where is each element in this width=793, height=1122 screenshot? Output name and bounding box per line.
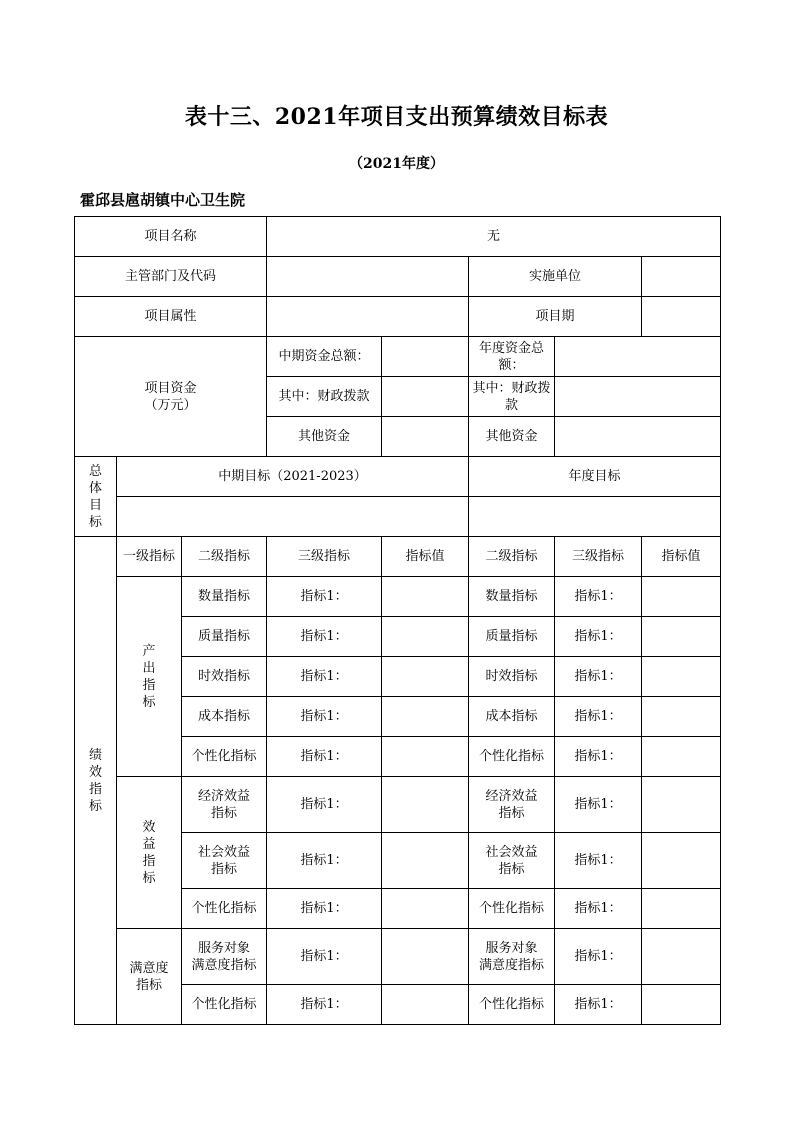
level3-cell[interactable]: 指标1： [267,617,382,657]
level2-header-mid: 二级指标 [182,537,267,577]
level3-cell[interactable]: 指标1： [267,889,382,929]
annual-goal-value[interactable] [469,497,721,537]
value-cell[interactable] [382,697,469,737]
level2-cell: 个性化指标 [469,889,555,929]
mid-fiscal-value[interactable] [382,377,469,417]
level2-cell: 服务对象 满意度指标 [182,929,267,985]
satisfaction-group-label: 满意度 指标 [117,929,182,1025]
mid-total-value[interactable] [382,337,469,377]
dept-value[interactable] [267,257,469,297]
level3-cell[interactable]: 指标1： [267,777,382,833]
value-cell[interactable] [382,617,469,657]
level2-cell: 经济效益 指标 [469,777,555,833]
dept-label: 主管部门及代码 [75,257,267,297]
annual-total-value[interactable] [555,337,721,377]
level2-cell: 社会效益 指标 [469,833,555,889]
project-period-label: 项目期 [469,297,642,337]
level2-cell: 数量指标 [469,577,555,617]
value-cell[interactable] [642,617,721,657]
table-row [75,777,721,833]
mid-other-value[interactable] [382,417,469,457]
level1-header: 一级指标 [117,537,182,577]
level2-cell: 社会效益 指标 [182,833,267,889]
level2-cell: 个性化指标 [182,737,267,777]
value-cell[interactable] [642,737,721,777]
table-row [75,929,721,985]
level2-cell: 质量指标 [182,617,267,657]
attr-row [75,297,721,337]
output-group-label: 产 出 指 标 [117,577,182,777]
project-attr-label: 项目属性 [75,297,267,337]
overall-goal-value-row [75,497,721,537]
level2-cell: 经济效益 指标 [182,777,267,833]
perf-header-row [75,537,721,577]
level2-cell: 个性化指标 [182,889,267,929]
level2-cell: 时效指标 [182,657,267,697]
mid-other-label: 其他资金 [267,417,382,457]
level3-cell[interactable]: 指标1： [267,833,382,889]
level2-cell: 时效指标 [469,657,555,697]
level2-cell: 成本指标 [182,697,267,737]
impl-unit-label: 实施单位 [469,257,642,297]
level3-cell[interactable]: 指标1： [555,737,642,777]
value-cell[interactable] [382,929,469,985]
project-attr-value[interactable] [267,297,469,337]
level3-cell[interactable]: 指标1： [555,833,642,889]
funds-label: 项目资金 （万元） [75,337,267,457]
table-row [75,577,721,617]
level2-cell: 个性化指标 [182,985,267,1025]
overall-goal-header-row [75,457,721,497]
level3-cell[interactable]: 指标1： [555,697,642,737]
level2-cell: 成本指标 [469,697,555,737]
level3-header-annual: 三级指标 [555,537,642,577]
level3-cell[interactable]: 指标1： [555,929,642,985]
value-cell[interactable] [382,657,469,697]
level3-cell[interactable]: 指标1： [267,929,382,985]
value-cell[interactable] [642,657,721,697]
funds-row-1 [75,337,721,377]
mid-fiscal-label: 其中：财政拨款 [267,377,382,417]
level2-cell: 质量指标 [469,617,555,657]
unit-name: 霍邱县扈胡镇中心卫生院 [80,191,246,209]
value-cell[interactable] [642,777,721,833]
project-name-value[interactable]: 无 [267,217,721,257]
value-cell[interactable] [642,889,721,929]
level2-cell: 个性化指标 [469,985,555,1025]
value-cell[interactable] [382,985,469,1025]
value-cell[interactable] [642,985,721,1025]
value-cell[interactable] [382,577,469,617]
page-title: 表十三、2021年项目支出预算绩效目标表 [184,104,609,130]
value-cell[interactable] [382,833,469,889]
mid-goal-value[interactable] [117,497,469,537]
level3-cell[interactable]: 指标1： [555,985,642,1025]
annual-goal-label: 年度目标 [469,457,721,497]
level3-header-mid: 三级指标 [267,537,382,577]
value-header-annual: 指标值 [642,537,721,577]
value-header-mid: 指标值 [382,537,469,577]
level3-cell[interactable]: 指标1： [267,577,382,617]
value-cell[interactable] [382,889,469,929]
dept-row [75,257,721,297]
benefit-group-label: 效 益 指 标 [117,777,182,929]
level3-cell[interactable]: 指标1： [555,577,642,617]
level2-cell: 数量指标 [182,577,267,617]
value-cell[interactable] [642,833,721,889]
level3-cell[interactable]: 指标1： [267,737,382,777]
level3-cell[interactable]: 指标1： [555,657,642,697]
level3-cell[interactable]: 指标1： [267,985,382,1025]
page-subtitle: （2021年度） [349,156,444,172]
value-cell[interactable] [642,577,721,617]
value-cell[interactable] [642,929,721,985]
level3-cell[interactable]: 指标1： [555,617,642,657]
annual-fiscal-value[interactable] [555,377,721,417]
annual-total-label: 年度资金总额： [469,337,555,377]
annual-fiscal-label: 其中：财政拨款 [469,377,555,417]
value-cell[interactable] [382,737,469,777]
overall-goal-label: 总 体 目 标 [75,457,117,537]
annual-other-label: 其他资金 [469,417,555,457]
level2-cell: 个性化指标 [469,737,555,777]
level2-cell: 服务对象 满意度指标 [469,929,555,985]
project-name-label: 项目名称 [75,217,267,257]
mid-total-label: 中期资金总额： [267,337,382,377]
project-period-value[interactable] [642,297,721,337]
level3-cell[interactable]: 指标1： [555,889,642,929]
project-name-row [75,217,721,257]
level3-cell[interactable]: 指标1： [267,697,382,737]
budget-performance-table [74,216,721,1025]
annual-other-value[interactable] [555,417,721,457]
level3-cell[interactable]: 指标1： [267,657,382,697]
mid-goal-label: 中期目标（2021-2023） [117,457,469,497]
value-cell[interactable] [382,777,469,833]
value-cell[interactable] [642,697,721,737]
impl-unit-value[interactable] [642,257,721,297]
level2-header-annual: 二级指标 [469,537,555,577]
level3-cell[interactable]: 指标1： [555,777,642,833]
perf-label: 绩 效 指 标 [75,537,117,1025]
